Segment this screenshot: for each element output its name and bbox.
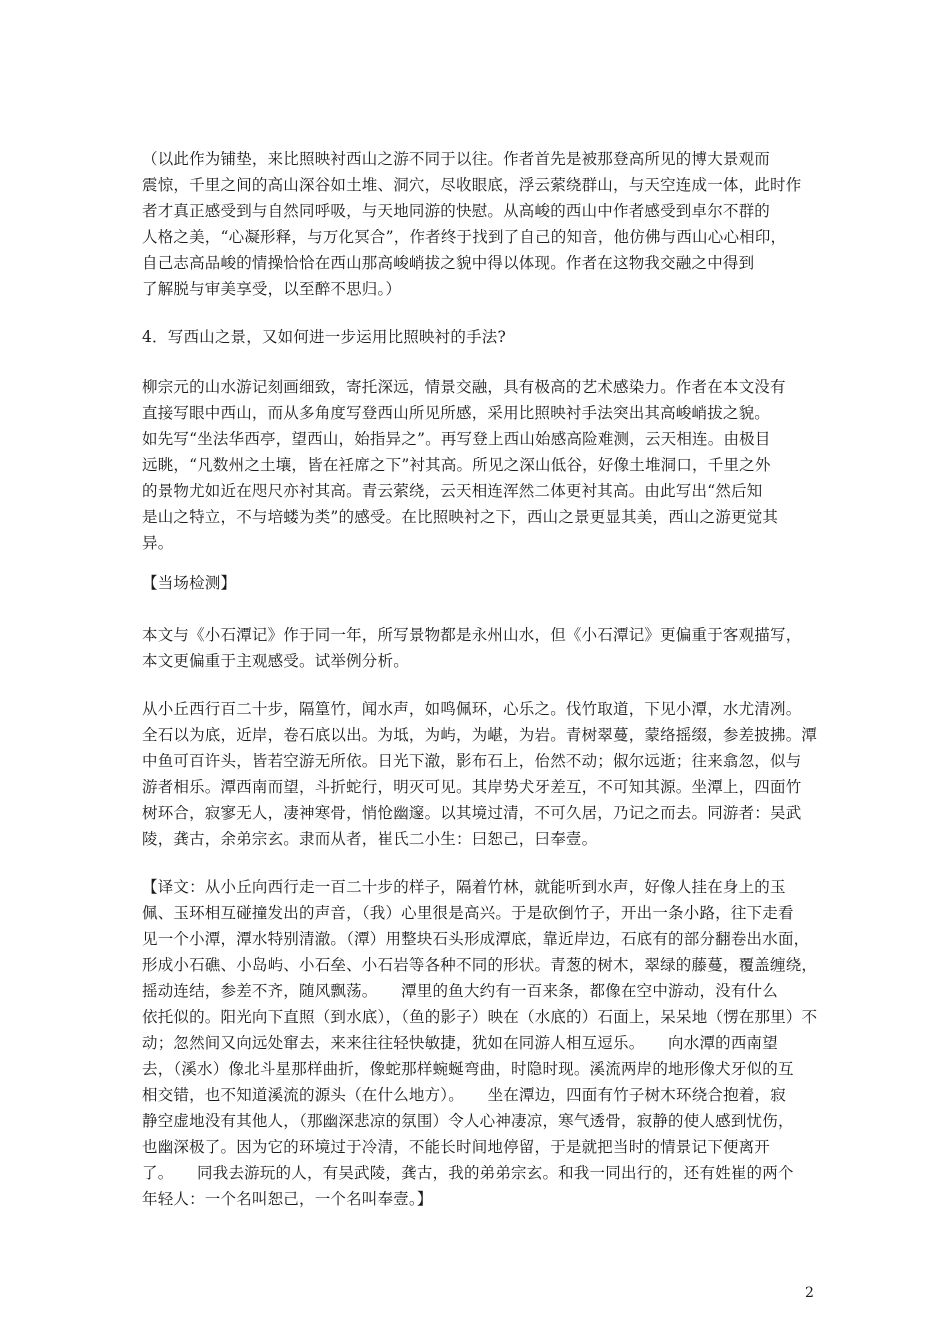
text-line: 树环合，寂寥无人，凄神寒骨，悄怆幽邃。以其境过清，不可久居，乃记之而去。同游者：吴武 <box>142 804 802 822</box>
question-text: 4．写西山之景，又如何进一步运用比照映衬的手法? <box>142 328 506 346</box>
text-line: 的景物尤如近在咫尺亦衬其高。青云萦绕，云天相连浑然二体更衬其高。由此写出“然后知 <box>142 482 763 500</box>
text-line: 是山之特立，不与培蝼为类”的感受。在比照映衬之下，西山之景更显其美，西山之游更觉其 <box>142 508 779 526</box>
text-line: 直接写眼中西山，而从多角度写登西山所见所感，采用比照映衬手法突出其高峻峭拔之貌。 <box>142 404 771 422</box>
text-line: 自己志高品峻的情操恰恰在西山那高峻峭拔之貌中得以体现。作者在这物我交融之中得到 <box>142 254 755 272</box>
text-line: 依托似的。阳光向下直照（到水底），（鱼的影子）映在（水底的）石面上，呆呆地（愣在那里）不 <box>142 1008 818 1026</box>
paragraph-task <box>142 622 818 674</box>
text-line: 也幽深极了。因为它的环境过于冷清，不能长时间地停留，于是就把当时的情景记下便离开 <box>142 1138 771 1156</box>
text-line: 游者相乐。潭西南而望，斗折蛇行，明灭可见。其岸势犬牙差互，不可知其源。坐潭上，四面竹 <box>142 778 802 796</box>
text-line: 了。 同我去游玩的人，有吴武陵，龚古，我的弟弟宗玄。和我一同出行的，还有姓崔的两个 <box>142 1164 794 1182</box>
text-line: 摇动连结，参差不齐，随风飘荡。 潭里的鱼大约有一百来条，都像在空中游动，没有什么 <box>142 982 778 1000</box>
text-line: 相交错，也不知道溪流的源头（在什么地方）。 坐在潭边，四面有竹子树木环绕合抱着，寂 <box>142 1086 786 1104</box>
text-line: 者才真正感受到与自然同呼吸，与天地同游的快慰。从高峻的西山中作者感受到卓尔不群的 <box>142 202 771 220</box>
text-line: 陵，龚古，余弟宗玄。隶而从者，崔氏二小生：曰恕己，曰奉壹。 <box>142 830 598 848</box>
paragraph-translation <box>142 874 818 1212</box>
text-line: 远眺，“凡数州之土壤，皆在衽席之下”衬其高。所见之深山低谷，好像土堆洞口，千里之外 <box>142 456 771 474</box>
section-heading-text: 【当场检测】 <box>142 574 237 592</box>
text-line: 从小丘西行百二十步，隔篁竹，闻水声，如鸣佩环，心乐之。伐竹取道，下见小潭，水尤清冽。 <box>142 700 802 718</box>
paragraph-original-text <box>142 696 818 852</box>
text-line: 如先写“坐法华西亭，望西山，始指异之”。再写登上西山始感高险难测，云天相连。由极目 <box>142 430 771 448</box>
text-line: 动；忽然间又向远处窜去，来来往往轻快敏捷，犹如在同游人相互逗乐。 向水潭的西南望 <box>142 1034 778 1052</box>
text-line: 震惊，千里之间的高山深谷如土堆、洞穴，尽收眼底，浮云萦绕群山，与天空连成一体，此时作 <box>142 176 802 194</box>
text-line: 异。 <box>142 534 174 552</box>
text-line: 本文更偏重于主观感受。试举例分析。 <box>142 652 409 670</box>
text-line: 本文与《小石潭记》作于同一年，所写景物都是永州山水，但《小石潭记》更偏重于客观描写， <box>142 626 802 644</box>
text-line: 年轻人：一个名叫恕己，一个名叫奉壹。】 <box>142 1190 433 1208</box>
section-heading <box>142 570 818 596</box>
text-line: 全石以为底，近岸，卷石底以出。为坻，为屿，为嵁，为岩。青树翠蔓，蒙络摇缀，参差披拂。潭 <box>142 726 818 744</box>
paragraph-commentary <box>142 146 818 302</box>
text-line: 了解脱与审美享受，以至醉不思归。） <box>142 280 402 298</box>
text-line: （以此作为铺垫，来比照映衬西山之游不同于以往。作者首先是被那登高所见的博大景观而 <box>142 150 771 168</box>
text-line: 见一个小潭，潭水特别清澈。（潭）用整块石头形成潭底，靠近岸边，石底有的部分翻卷出水面， <box>142 930 810 948</box>
text-line: 人格之美，“心凝形释，与万化冥合”，作者终于找到了自己的知音，他仿佛与西山心心相印， <box>142 228 787 246</box>
text-line: 柳宗元的山水游记刻画细致，寄托深远，情景交融，具有极高的艺术感染力。作者在本文没有 <box>142 378 786 396</box>
text-line: 去，（溪水）像北斗星那样曲折，像蛇那样蜿蜒弯曲，时隐时现。溪流两岸的地形像犬牙似的互 <box>142 1060 794 1078</box>
text-line: 佩、玉环相互碰撞发出的声音，（我）心里很是高兴。于是砍倒竹子，开出一条小路，往下走看 <box>142 904 794 922</box>
question-4 <box>142 324 818 350</box>
text-line: 形成小石礁、小岛屿、小石垒、小石岩等各种不同的形状。青葱的树木，翠绿的藤蔓，覆盖缠绕， <box>142 956 818 974</box>
text-line: 中鱼可百许头，皆若空游无所依。日光下澈，影布石上，佁然不动；俶尔远逝；往来翕忽，似与 <box>142 752 802 770</box>
text-line: 静空虚地没有其他人，（那幽深悲凉的氛围）令人心神凄凉，寒气透骨，寂静的使人感到忧伤， <box>142 1112 794 1130</box>
page-number: 2 <box>805 1285 814 1301</box>
text-line: 【译文：从小丘向西行走一百二十步的样子，隔着竹林，就能听到水声，好像人挂在身上的玉 <box>142 878 786 896</box>
paragraph-answer <box>142 374 818 556</box>
